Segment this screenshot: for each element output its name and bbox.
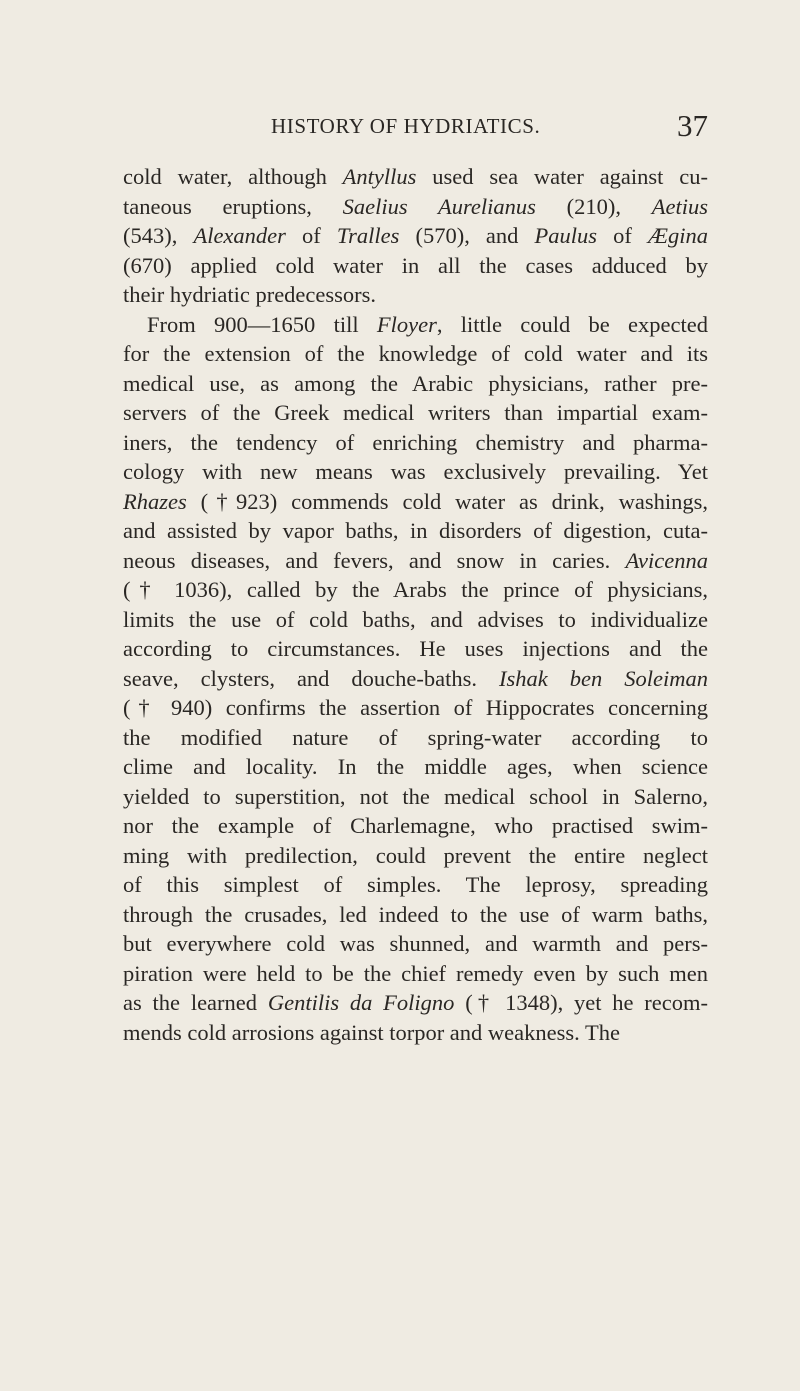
italic-name: Paulus	[534, 223, 598, 248]
italic-name: Tralles	[336, 223, 400, 248]
text-run: of	[597, 223, 648, 248]
italic-name: Floyer	[376, 311, 437, 337]
text-run: (670) applied cold water in all the cases adduced by	[123, 252, 708, 278]
body-text	[123, 162, 708, 1047]
text-run: for the extension of the knowledge of cold water and its	[123, 341, 708, 366]
italic-name: Ægina	[647, 223, 708, 248]
text-line	[123, 988, 708, 1018]
text-run: mends cold arrosions against torpor and weakness. The	[123, 1019, 620, 1045]
text-run: limits the use of cold baths, and advises to individualize	[123, 606, 708, 632]
text-line	[123, 428, 708, 458]
text-line	[123, 634, 708, 664]
text-run: clime and locality. In the middle ages, when science	[123, 754, 708, 779]
text-run: (543),	[123, 223, 194, 248]
text-run: cology with new means was exclusively prevailing. Yet	[123, 459, 708, 484]
text-run: their hydriatic predecessors.	[123, 282, 377, 307]
text-line	[123, 870, 708, 900]
text-line	[123, 516, 708, 546]
running-head: HISTORY OF HYDRIATICS.	[271, 114, 541, 138]
text-run: nor the example of Charlemagne, who practised swim-	[123, 813, 708, 838]
text-run: From 900—1650 till	[147, 311, 377, 337]
text-run: according to circumstances. He uses injections and the	[123, 636, 708, 661]
italic-name: Aetius	[651, 193, 708, 219]
text-run: servers of the Greek medical writers than impartial exam-	[123, 400, 708, 425]
text-line	[123, 457, 708, 487]
text-line	[123, 959, 708, 989]
text-run: piration were held to be the chief remedy even by such men	[123, 960, 708, 986]
text-run: the modified nature of spring-water according to	[123, 724, 708, 750]
text-run: († 1348), yet he recom-	[454, 990, 709, 1015]
text-run: seave, clysters, and douche-baths.	[123, 665, 500, 691]
text-run: neous diseases, and fevers, and snow in caries.	[123, 547, 626, 573]
text-run: († 940) confirms the assertion of Hippocrates concerning	[123, 695, 708, 720]
text-run: , little could be expected	[436, 311, 708, 337]
text-line	[123, 752, 708, 782]
text-line	[123, 664, 708, 694]
italic-name: Rhazes	[123, 488, 187, 514]
italic-name: Ishak ben Soleiman	[499, 665, 708, 691]
text-line	[123, 782, 708, 812]
page-header	[123, 108, 708, 152]
text-run: but everywhere cold was shunned, and warmth and pers-	[123, 931, 708, 956]
text-line	[123, 900, 708, 930]
text-run: (570), and	[399, 223, 535, 248]
text-line	[123, 841, 708, 871]
page-number: 37	[677, 108, 708, 143]
text-run: taneous eruptions,	[123, 193, 343, 219]
text-run: († 1036), called by the Arabs the prince of physicians,	[123, 577, 708, 602]
text-line	[123, 487, 708, 517]
text-line	[123, 398, 708, 428]
italic-name: Saelius Aurelianus	[342, 193, 536, 219]
text-line	[123, 339, 708, 369]
text-line	[123, 811, 708, 841]
italic-name: Alexander	[193, 223, 286, 248]
italic-name: Antyllus	[342, 164, 417, 189]
text-line	[123, 1018, 708, 1048]
text-run: (†923) commends cold water as drink, washings,	[186, 488, 708, 514]
text-run: used sea water against cu-	[416, 164, 708, 189]
italic-name: Avicenna	[625, 547, 708, 573]
text-line	[123, 929, 708, 959]
text-run: of	[285, 223, 337, 248]
text-line	[123, 310, 708, 340]
text-line	[123, 575, 708, 605]
text-line	[123, 162, 708, 192]
text-line	[123, 251, 708, 281]
text-run: as the learned	[123, 990, 268, 1015]
text-run: cold water, although	[123, 164, 343, 189]
text-run: (210),	[535, 193, 652, 219]
text-run: iners, the tendency of enriching chemistry and pharma-	[123, 429, 708, 455]
text-line	[123, 693, 708, 723]
text-line	[123, 546, 708, 576]
text-run: of this simplest of simples. The leprosy, spreading	[123, 872, 708, 897]
text-line	[123, 221, 708, 251]
italic-name: Gentilis da Foligno	[267, 990, 455, 1015]
text-run: and assisted by vapor baths, in disorders of digestion, cuta-	[123, 518, 708, 543]
text-line	[123, 192, 708, 222]
text-run: ming with predilection, could prevent the entire neglect	[123, 842, 708, 868]
text-line	[123, 605, 708, 635]
text-line	[123, 369, 708, 399]
text-run: yielded to superstition, not the medical school in Salerno,	[123, 783, 708, 809]
text-run: through the crusades, led indeed to the use of warm baths,	[123, 901, 708, 927]
text-line	[123, 723, 708, 753]
text-run: medical use, as among the Arabic physicians, rather pre-	[123, 370, 708, 396]
text-line	[123, 280, 708, 310]
